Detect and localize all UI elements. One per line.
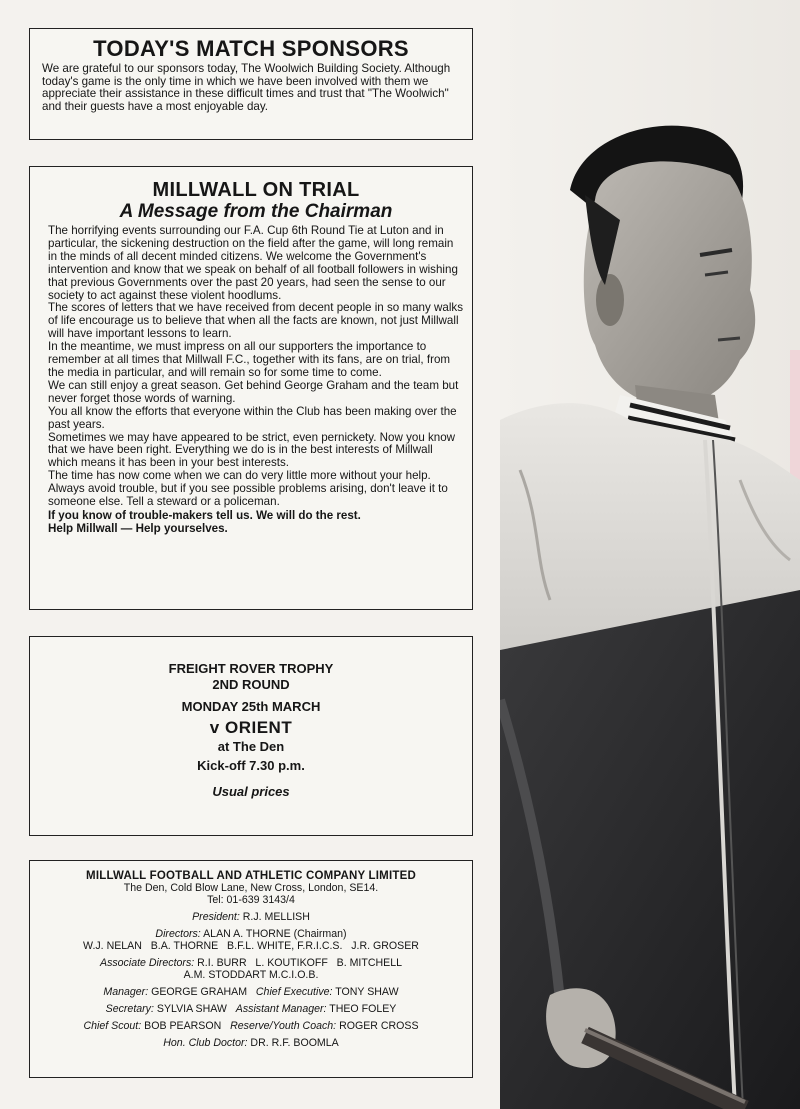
associate-directors-names-2: A.M. STODDART M.C.I.O.B. [183, 969, 319, 981]
assistant-manager-name: THEO FOLEY [329, 1003, 397, 1015]
directors-chairman: ALAN A. THORNE (Chairman) [203, 928, 347, 940]
chief-executive-name: TONY SHAW [335, 986, 399, 998]
associate-directors-line [30, 957, 472, 969]
message-paragraph: The scores of letters that we have received from decent people in so many walks of life encourage us to believe that when all the facts are known, not just Millwall will have important lessons to learn. [48, 301, 464, 341]
message-paragraph: Always avoid trouble, but if you see possible problems arising, don't leave it to someone else. Tell a steward or a policeman. [48, 482, 448, 509]
directors-list: W.J. NELAN B.A. THORNE B.F.L. WHITE, F.R.I.C.S. J.R. GROSER [83, 940, 419, 952]
photo-illustration [500, 0, 800, 1109]
youth-coach-name: ROGER CROSS [339, 1020, 419, 1032]
fixture-kickoff: Kick-off 7.30 p.m. [197, 758, 305, 773]
directors-line [30, 928, 472, 940]
sponsors-title: TODAY'S MATCH SPONSORS [93, 36, 409, 61]
associate-directors-label: Associate Directors: [100, 957, 195, 969]
secretary-name: SYLVIA SHAW [156, 1003, 227, 1015]
club-doctor-label: Hon. Club Doctor: [163, 1037, 248, 1049]
chairman-message-subtitle: A Message from the Chairman [119, 201, 393, 222]
sponsors-body: We are grateful to our sponsors today, The Woolwich Building Society. Although today's game is the only time in which we have been involved with them we appreciate their assistance in these difficult times and trust that "The Woolwich" and their guests have a most enjoyable day. [42, 62, 451, 113]
president-line [30, 911, 472, 923]
associate-directors-names: R.I. BURR L. KOUTIKOFF B. MITCHELL [197, 957, 402, 969]
coaching-line [30, 1020, 472, 1032]
manager-photograph [500, 0, 800, 1109]
competition-round: 2ND ROUND [212, 677, 290, 692]
sponsors-box [29, 28, 473, 140]
manager-name: GEORGE GRAHAM [151, 986, 248, 998]
message-paragraph: We can still enjoy a great season. Get behind George Graham and the team but never forget those words of warning. [48, 378, 459, 405]
directors-label: Directors: [155, 928, 201, 940]
message-closing: If you know of trouble-makers tell us. We will do the rest. [48, 508, 361, 522]
fixture-venue: at The Den [217, 739, 285, 754]
chief-scout-label: Chief Scout: [83, 1020, 142, 1032]
fixture-box [29, 636, 473, 836]
fixture-prices: Usual prices [212, 784, 290, 799]
secretary-line [30, 1003, 472, 1015]
message-paragraph: In the meantime, we must impress on all our supporters the importance to remember at all times that Millwall F.C., together with its fans, are on trial, from the media in particular, and will remain so for some time to come. [48, 340, 451, 379]
president-label: President: [192, 911, 240, 923]
chairman-message-title: MILLWALL ON TRIAL [152, 179, 360, 201]
manager-label: Manager: [103, 986, 149, 998]
club-doctor-name: DR. R.F. BOOMLA [250, 1037, 339, 1049]
youth-coach-label: Reserve/Youth Coach: [230, 1020, 337, 1032]
message-slogan: Help Millwall — Help yourselves. [48, 521, 228, 535]
assistant-manager-label: Assistant Manager: [235, 1003, 327, 1015]
doctor-line [30, 1037, 472, 1049]
chief-scout-name: BOB PEARSON [144, 1020, 222, 1032]
company-address: The Den, Cold Blow Lane, New Cross, London, SE14. [123, 882, 379, 894]
company-box [29, 860, 473, 1078]
management-line [30, 986, 472, 998]
chairman-message-box [29, 166, 473, 610]
company-name: MILLWALL FOOTBALL AND ATHLETIC COMPANY LIMITED [86, 870, 416, 882]
competition-name: FREIGHT ROVER TROPHY [168, 661, 334, 676]
fixture-opponent: v ORIENT [209, 718, 293, 737]
message-paragraph: The horrifying events surrounding our F.A. Cup 6th Round Tie at Luton and in particular, the sickening destruction on the field after the game, will long remain in the minds of all decent minded citizens. We welcome the Government's intervention and know that we speak on behalf of all football followers in wishing that previous Governments over the past 20 years, had seen the sense to our society to act against these violent hoodlums. [48, 224, 458, 302]
message-paragraph: You all know the efforts that everyone within the Club has been making over the past years. [48, 404, 457, 431]
message-paragraph: The time has now come when we can do very little more without your help. [48, 469, 431, 483]
fixture-date: MONDAY 25th MARCH [181, 699, 321, 714]
chief-executive-label: Chief Executive: [255, 986, 333, 998]
message-paragraph: Sometimes we may have appeared to be strict, even pernickety. Now you know that we have been right. Everything we do is in the best interests of Millwall which means it has been in your best interests. [48, 430, 456, 470]
president-name: R.J. MELLISH [242, 911, 310, 923]
company-telephone: Tel: 01-639 3143/4 [207, 894, 295, 906]
secretary-label: Secretary: [105, 1003, 154, 1015]
